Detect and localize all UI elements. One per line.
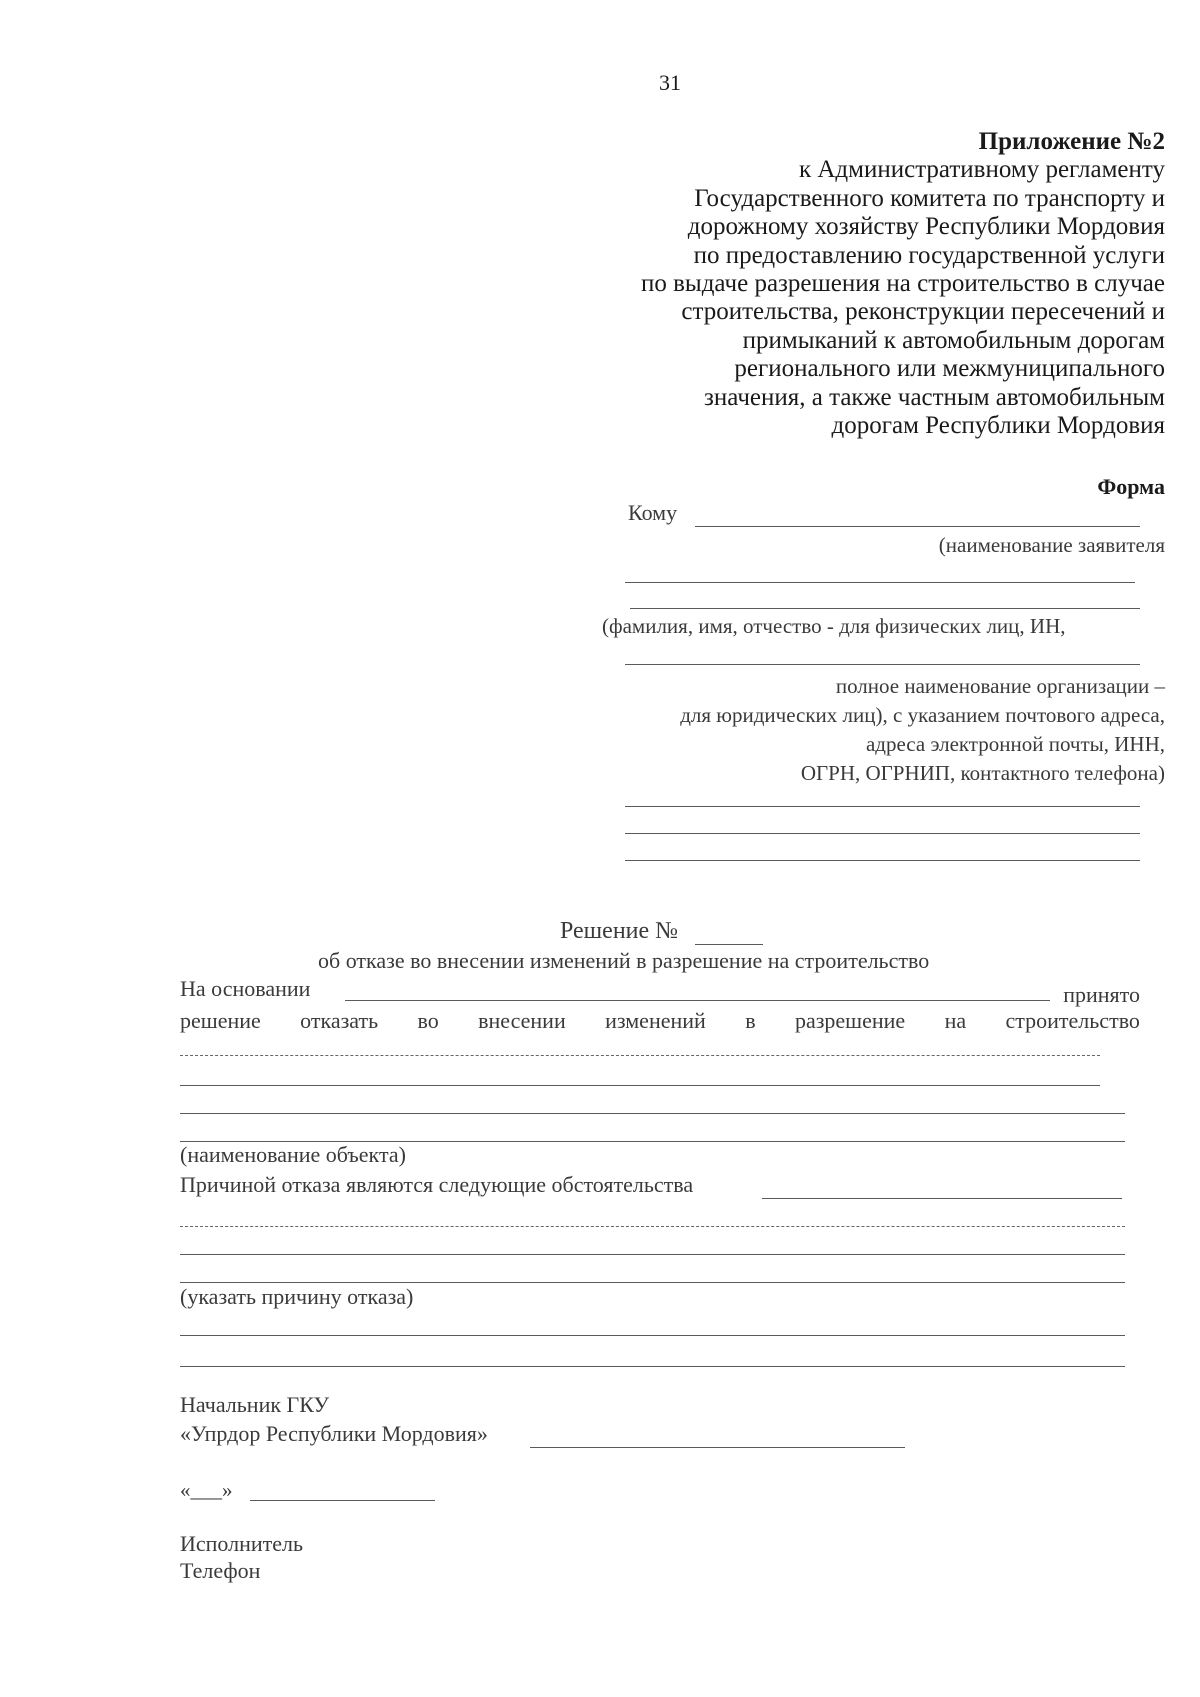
organization-note [680, 672, 1165, 788]
page-number: 31 [659, 70, 681, 95]
signature-line[interactable] [530, 1447, 905, 1448]
person-note: (фамилия, имя, отчество - для физических лиц, ИН, [602, 614, 1066, 638]
appendix-line: примыканий к автомобильным дорогам [742, 326, 1165, 354]
accepted-word: принято [1063, 982, 1140, 1007]
recipient-line[interactable] [625, 860, 1140, 861]
object-line[interactable] [180, 1113, 1125, 1114]
appendix-title: Приложение №2 [978, 128, 1165, 155]
appendix-line: дорогам Республики Мордовия [831, 412, 1165, 440]
recipient-line[interactable] [625, 806, 1140, 807]
organization-note-line: адреса электронной почты, ИНН, [865, 732, 1165, 756]
date-field: «___» [180, 1478, 233, 1502]
organization-note-line: ОГРН, ОГРНИП, контактного телефона) [800, 761, 1165, 785]
appendix-header [641, 128, 1165, 440]
signature-organization: «Упрдор Республики Мордовия» [180, 1421, 488, 1446]
decision-word: внесении [478, 1008, 566, 1033]
organization-note-line: для юридических лиц), с указанием почтового адреса, [680, 703, 1165, 727]
reason-line[interactable] [180, 1282, 1125, 1283]
reason-line[interactable] [762, 1198, 1122, 1199]
decision-sentence [180, 1008, 1140, 1034]
signature-position: Начальник ГКУ [180, 1392, 330, 1417]
date-line[interactable] [250, 1500, 435, 1501]
appendix-line: строительства, реконструкции пересечений и [681, 298, 1165, 326]
decision-word: решение [180, 1008, 261, 1033]
decision-word: на [944, 1008, 967, 1033]
executor-label: Исполнитель [180, 1531, 304, 1556]
decision-title: Решение № [560, 918, 679, 944]
applicant-note: (наименование заявителя [938, 533, 1165, 557]
reason-line[interactable] [180, 1335, 1125, 1336]
reason-line[interactable] [180, 1366, 1125, 1367]
appendix-line: Государственного комитета по транспорту и [694, 184, 1165, 212]
object-line[interactable] [180, 1085, 1100, 1086]
decision-word: разрешение [794, 1008, 906, 1033]
appendix-line: к Административному регламенту [798, 156, 1165, 184]
reason-note: (указать причину отказа) [180, 1284, 414, 1309]
recipient-line[interactable] [625, 833, 1140, 834]
object-note: (наименование объекта) [180, 1142, 406, 1167]
appendix-line: по предоставлению государственной услуги [693, 241, 1165, 269]
decision-word: строительство [1005, 1008, 1140, 1033]
appendix-line: регионального или межмуниципального [734, 355, 1165, 383]
decision-subtitle: об отказе во внесении изменений в разрешение на строительство [318, 948, 930, 973]
basis-label: На основании [180, 976, 311, 1001]
recipient-line[interactable] [625, 582, 1135, 583]
decision-number-line[interactable] [695, 944, 763, 945]
recipient-line[interactable] [630, 608, 1140, 609]
appendix-line: дорожному хозяйству Республики Мордовия [687, 213, 1165, 241]
reason-line[interactable] [180, 1254, 1125, 1255]
organization-note-line: полное наименование организации – [835, 674, 1165, 698]
decision-word: в [745, 1008, 756, 1033]
decision-word: отказать [300, 1008, 379, 1033]
decision-word: изменений [605, 1008, 706, 1033]
reason-label: Причиной отказа являются следующие обстоятельства [180, 1172, 694, 1197]
to-label: Кому [628, 500, 678, 525]
reason-line[interactable] [180, 1226, 1125, 1227]
phone-label: Телефон [180, 1558, 261, 1583]
basis-line[interactable] [345, 1000, 1050, 1001]
form-label: Форма [1097, 474, 1165, 499]
decision-word: во [417, 1008, 439, 1033]
object-line[interactable] [180, 1055, 1100, 1056]
recipient-line[interactable] [695, 526, 1140, 527]
appendix-line: по выдаче разрешения на строительство в случае [640, 270, 1165, 298]
recipient-line[interactable] [625, 664, 1140, 665]
appendix-line: значения, а также частным автомобильным [703, 383, 1165, 411]
